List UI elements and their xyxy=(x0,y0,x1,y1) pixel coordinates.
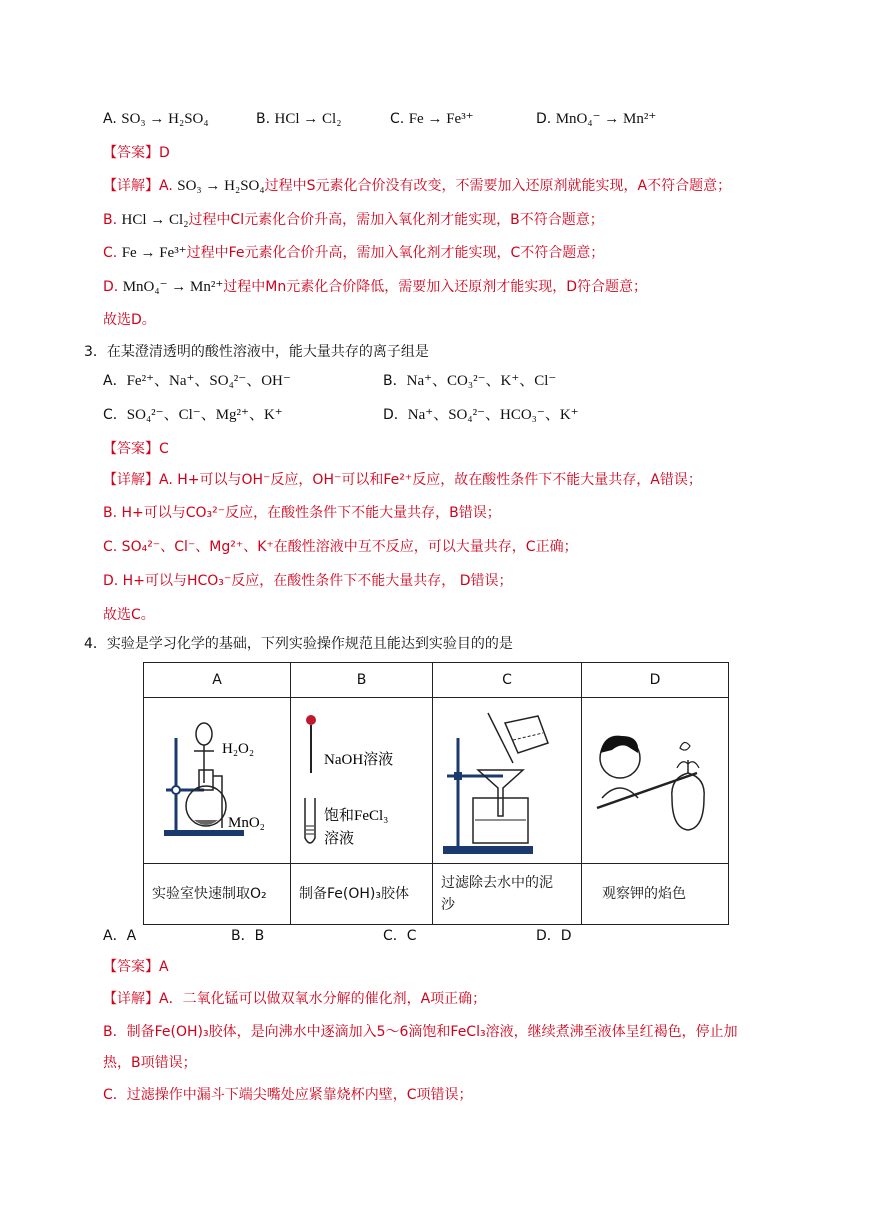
table-header-d: D xyxy=(582,663,729,698)
flame-test-illustration xyxy=(582,698,728,863)
q4-option-a: A．A xyxy=(103,928,137,944)
apparatus-d-cell xyxy=(582,698,729,864)
caption-a: 实验室快速制取O₂ xyxy=(144,864,291,925)
q4-detail-c: C．过滤操作中漏斗下端尖嘴处应紧靠烧杯内壁，C项错误； xyxy=(103,1087,473,1103)
q2-conclusion: 故选D。 xyxy=(103,312,156,328)
q2-option-a: A. SO₃ → H₂SO₄ xyxy=(103,111,209,127)
q2-detail-a: 【详解】A. SO₃ → H₂SO₄过程中S元素化合价没有改变，不需要加入还原剂就能实现，A不符合题意； xyxy=(103,178,732,194)
q2-detail-c: C. Fe → Fe³⁺过程中Fe元素化合价升高，需加入氧化剂才能实现，C不符合题意； xyxy=(103,245,605,261)
label-solution: 溶液 xyxy=(324,831,355,847)
q2-detail-b: B. HCl → Cl₂过程中Cl元素化合价升高，需加入氧化剂才能实现，B不符合题意； xyxy=(103,212,604,228)
label-fecl3: 饱和FeCl₃ xyxy=(324,808,389,824)
table-header-a: A xyxy=(144,663,291,698)
q4-option-b: B．B xyxy=(231,928,265,944)
q4-option-d: D．D xyxy=(536,928,572,944)
colloid-preparation-illustration xyxy=(291,698,432,863)
caption-b: 制备Fe(OH)₃胶体 xyxy=(291,864,433,925)
q2-option-b: B. HCl → Cl₂ xyxy=(256,111,342,127)
filtration-illustration xyxy=(433,698,581,863)
label-h2o2: H₂O₂ xyxy=(222,741,255,757)
q3-detail-a: 【详解】A. H+可以与OH⁻反应，OH⁻可以和Fe²⁺反应，故在酸性条件下不能大量共存，A错误； xyxy=(103,472,702,488)
q4-detail-b-cont: 热，B项错误； xyxy=(103,1055,197,1071)
oxygen-generator-illustration xyxy=(144,698,290,863)
apparatus-c-cell xyxy=(433,698,582,864)
q3-answer: 【答案】C xyxy=(103,441,169,457)
caption-d: 观察钾的焰色 xyxy=(582,864,729,925)
table-header-c: C xyxy=(433,663,582,698)
q3-detail-b: B. H+可以与CO₃²⁻反应，在酸性条件下不能大量共存，B错误； xyxy=(103,505,501,521)
q3-option-d: D．Na⁺、SO₄²⁻、HCO₃⁻、K⁺ xyxy=(383,407,579,423)
label-mno2: MnO₂ xyxy=(228,815,265,831)
q3-conclusion: 故选C。 xyxy=(103,607,155,623)
q3-option-b: B．Na⁺、CO₃²⁻、K⁺、Cl⁻ xyxy=(383,373,557,389)
q3-option-c: C．SO₄²⁻、Cl⁻、Mg²⁺、K⁺ xyxy=(103,407,283,423)
q2-detail-d: D. MnO₄⁻ → Mn²⁺过程中Mn元素化合价降低，需要加入还原剂才能实现，D符合题意； xyxy=(103,279,647,295)
apparatus-b-cell xyxy=(291,698,433,864)
q2-option-c: C. Fe → Fe³⁺ xyxy=(390,111,474,127)
q4-detail-b: B．制备Fe(OH)₃胶体，是向沸水中逐滴加入5～6滴饱和FeCl₃溶液，继续煮沸至液体呈红褐色，停止加 xyxy=(103,1024,738,1040)
q3-stem: 3．在某澄清透明的酸性溶液中，能大量共存的离子组是 xyxy=(84,344,429,360)
q2-option-d: D. MnO₄⁻ → Mn²⁺ xyxy=(536,111,657,127)
table-header-b: B xyxy=(291,663,433,698)
label-naoh: NaOH溶液 xyxy=(324,752,394,768)
experiment-table xyxy=(143,662,729,925)
q3-option-a: A．Fe²⁺、Na⁺、SO₄²⁻、OH⁻ xyxy=(103,373,291,389)
apparatus-a-cell xyxy=(144,698,291,864)
q4-answer: 【答案】A xyxy=(103,959,169,975)
q4-stem: 4．实验是学习化学的基础，下列实验操作规范且能达到实验目的的是 xyxy=(84,636,513,652)
q4-option-c: C．C xyxy=(383,928,417,944)
q2-answer: 【答案】D xyxy=(103,145,170,161)
q3-detail-c: C. SO₄²⁻、Cl⁻、Mg²⁺、K⁺在酸性溶液中互不反应，可以大量共存，C正确； xyxy=(103,539,578,555)
caption-c: 过滤除去水中的泥沙 xyxy=(433,864,582,925)
q4-detail-a: 【详解】A．二氧化锰可以做双氧水分解的催化剂，A项正确； xyxy=(103,991,487,1007)
q3-detail-d: D. H+可以与HCO₃⁻反应，在酸性条件下不能大量共存， D错误； xyxy=(103,573,513,589)
